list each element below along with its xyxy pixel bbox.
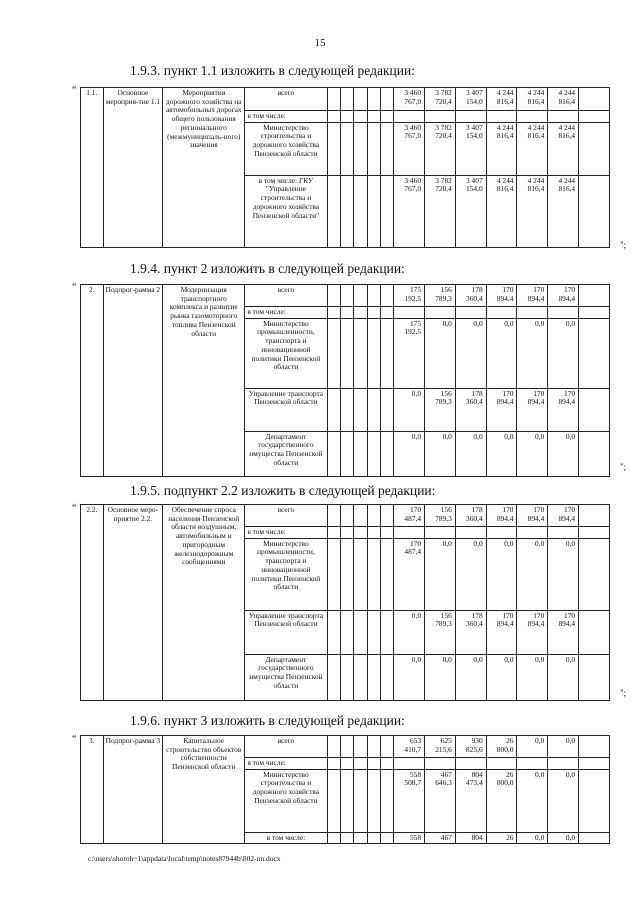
file-path-footer: c:\users\shoroh~1\appdata\local\temp\notes87944b\802-nn.docx <box>88 854 281 863</box>
value-cell: 4 244 816,4 <box>517 122 548 175</box>
value-cell: 4 244 816,4 <box>486 88 517 111</box>
quote-close-1: "; <box>620 240 627 250</box>
value-cell: 175 192,5 <box>394 318 425 388</box>
value-cell: 0,0 <box>425 318 456 388</box>
value-cell: 4 244 816,4 <box>548 122 579 175</box>
item-name: Обеспечение спроса населения Пензенской области воздушным, автомобильным и пригородным железнодорожным сообщениями <box>163 505 245 701</box>
value-cell: 175 192,5 <box>394 285 425 307</box>
quote-open-3: “ <box>72 503 77 514</box>
value-cell: 3 407 154,0 <box>455 122 486 175</box>
value-cell: 178 360,4 <box>455 388 486 431</box>
value-cell: 930 825,6 <box>455 736 486 758</box>
value-cell: 170 894,4 <box>486 388 517 431</box>
value-cell: 0,0 <box>548 318 579 388</box>
value-cell: 178 360,4 <box>455 505 486 527</box>
value-cell: 0,0 <box>455 431 486 476</box>
value-cell: 170 894,4 <box>548 285 579 307</box>
value-cell: 0,0 <box>517 654 548 700</box>
row-label: Департамент государственного имущества Пензенской области <box>245 431 327 476</box>
table-section-1 <box>80 87 610 248</box>
quote-open-4: “ <box>72 734 77 745</box>
item-number: 2. <box>81 285 104 477</box>
value-cell: 0,0 <box>486 431 517 476</box>
quote-close-2: "; <box>620 462 627 472</box>
value-cell: 0,0 <box>394 654 425 700</box>
value-cell: 3 782 720,4 <box>425 175 456 247</box>
value-cell: 170 487,4 <box>394 505 425 527</box>
value-cell: 0,0 <box>455 318 486 388</box>
section-heading-2: 1.9.4. пункт 2 изложить в следующей редакции: <box>130 261 405 276</box>
value-cell: 0,0 <box>548 431 579 476</box>
value-cell: 0,0 <box>425 654 456 700</box>
item-category: Подпрог-рамма 2 <box>103 285 163 477</box>
value-cell: 0,0 <box>548 736 579 758</box>
table-row <box>81 505 610 527</box>
item-name: Модернизация транспортного комплекса и развитие рынка газомоторного топлива Пензенской области <box>163 285 245 477</box>
value-cell: 0,0 <box>548 832 579 844</box>
value-cell: 170 894,4 <box>548 610 579 654</box>
row-label: Управление транспорта Пензенской области <box>245 610 327 654</box>
row-label: всего <box>245 285 327 307</box>
value-cell: 0,0 <box>517 431 548 476</box>
value-cell: 804 <box>455 832 486 844</box>
value-cell: 0,0 <box>455 538 486 610</box>
value-cell: 3 782 720,4 <box>425 88 456 111</box>
row-label: Министерство промышленности, транспорта и инновационной политики Пензенской области <box>245 538 327 610</box>
value-cell: 4 244 816,4 <box>548 175 579 247</box>
item-name: Капитальное строительство объектов собственности Пензенской области <box>163 736 245 844</box>
value-cell: 804 473,4 <box>455 769 486 832</box>
quote-open-2: “ <box>72 282 77 293</box>
row-label: Министерство строительства и дорожного хозяйства Пензенской области <box>245 769 327 832</box>
section-heading-3: 1.9.5. подпункт 2.2 изложить в следующей редакции: <box>130 483 436 498</box>
row-label: Министерство промышленности, транспорта и инновационной политики Пензенской области <box>245 318 327 388</box>
value-cell: 26 <box>486 832 517 844</box>
table-section-2 <box>80 284 610 477</box>
value-cell: 178 360,4 <box>455 285 486 307</box>
row-label: всего <box>245 88 327 111</box>
item-category: Основное мероприя-тие 1.1 <box>103 88 163 248</box>
value-cell: 156 789,3 <box>425 285 456 307</box>
value-cell: 0,0 <box>517 832 548 844</box>
value-cell: 170 894,4 <box>517 285 548 307</box>
value-cell: 0,0 <box>517 769 548 832</box>
value-cell: 26 800,0 <box>486 769 517 832</box>
value-cell: 26 800,0 <box>486 736 517 758</box>
value-cell: 156 789,3 <box>425 505 456 527</box>
item-number: 3. <box>81 736 104 844</box>
value-cell: 0,0 <box>394 431 425 476</box>
item-number: 1.1. <box>81 88 104 248</box>
table-section-3 <box>80 504 610 701</box>
page-number: 15 <box>314 37 326 49</box>
value-cell: 4 244 816,4 <box>517 88 548 111</box>
value-cell: 156 789,3 <box>425 388 456 431</box>
value-cell: 467 <box>425 832 456 844</box>
row-label: в том числе: <box>245 832 327 844</box>
section-heading-4: 1.9.6. пункт 3 изложить в следующей редакции: <box>130 713 405 728</box>
value-cell: 170 487,4 <box>394 538 425 610</box>
value-cell: 170 894,4 <box>548 505 579 527</box>
value-cell: 4 244 816,4 <box>486 175 517 247</box>
section-heading-1: 1.9.3. пункт 1.1 изложить в следующей редакции: <box>130 63 415 78</box>
row-label: Департамент государственного имущества Пензенской области <box>245 654 327 700</box>
value-cell: 0,0 <box>455 654 486 700</box>
table-row <box>81 736 610 758</box>
table-row <box>81 285 610 307</box>
value-cell: 0,0 <box>517 538 548 610</box>
value-cell: 170 894,4 <box>517 505 548 527</box>
row-label: в том числе: <box>245 758 327 770</box>
row-label: Министерство строительства и дорожного хозяйства Пензенской области <box>245 122 327 175</box>
value-cell: 4 244 816,4 <box>517 175 548 247</box>
value-cell: 4 244 816,4 <box>548 88 579 111</box>
value-cell: 558 508,7 <box>394 769 425 832</box>
row-label: всего <box>245 505 327 527</box>
value-cell: 0,0 <box>425 431 456 476</box>
value-cell: 625 215,6 <box>425 736 456 758</box>
value-cell: 0,0 <box>394 388 425 431</box>
value-cell: 0,0 <box>486 654 517 700</box>
row-label: в том числе: ГКУ "Управление строительства и дорожного хозяйства Пензенской области" <box>245 175 327 247</box>
item-category: Подпрог-рамма 3 <box>103 736 163 844</box>
value-cell: 170 894,4 <box>517 610 548 654</box>
value-cell: 178 360,4 <box>455 610 486 654</box>
quote-open-1: “ <box>72 85 77 96</box>
value-cell: 0,0 <box>486 538 517 610</box>
value-cell: 170 894,4 <box>486 505 517 527</box>
item-number: 2.2. <box>81 505 104 701</box>
row-label: в том числе: <box>245 111 327 123</box>
value-cell: 170 894,4 <box>548 388 579 431</box>
item-name: Мероприятия дорожного хозяйства на автомобильных дорогах общего пользования регионального (межмуниципаль-ного) значения <box>163 88 245 248</box>
value-cell: 0,0 <box>517 736 548 758</box>
table-section-4 <box>80 735 610 844</box>
value-cell: 170 894,4 <box>486 610 517 654</box>
row-label: в том числе: <box>245 527 327 539</box>
value-cell: 653 410,7 <box>394 736 425 758</box>
value-cell: 3 460 767,0 <box>394 122 425 175</box>
row-label: Управление транспорта Пензенской области <box>245 388 327 431</box>
value-cell: 4 244 816,4 <box>486 122 517 175</box>
item-category: Основное меро-приятие 2.2. <box>103 505 163 701</box>
value-cell: 0,0 <box>548 654 579 700</box>
table-row <box>81 88 610 111</box>
value-cell: 0,0 <box>517 318 548 388</box>
row-label: в том числе: <box>245 307 327 319</box>
value-cell: 3 407 154,0 <box>455 175 486 247</box>
value-cell: 3 782 720,4 <box>425 122 456 175</box>
row-label: всего <box>245 736 327 758</box>
value-cell: 156 789,3 <box>425 610 456 654</box>
value-cell: 558 <box>394 832 425 844</box>
quote-close-3: "; <box>620 688 627 698</box>
value-cell: 0,0 <box>486 318 517 388</box>
value-cell: 3 460 767,0 <box>394 175 425 247</box>
value-cell: 170 894,4 <box>486 285 517 307</box>
value-cell: 170 894,4 <box>517 388 548 431</box>
value-cell: 3 407 154,0 <box>455 88 486 111</box>
value-cell: 0,0 <box>425 538 456 610</box>
value-cell: 467 646,3 <box>425 769 456 832</box>
value-cell: 0,0 <box>548 769 579 832</box>
value-cell: 0,0 <box>394 610 425 654</box>
value-cell: 0,0 <box>548 538 579 610</box>
value-cell: 3 460 767,0 <box>394 88 425 111</box>
